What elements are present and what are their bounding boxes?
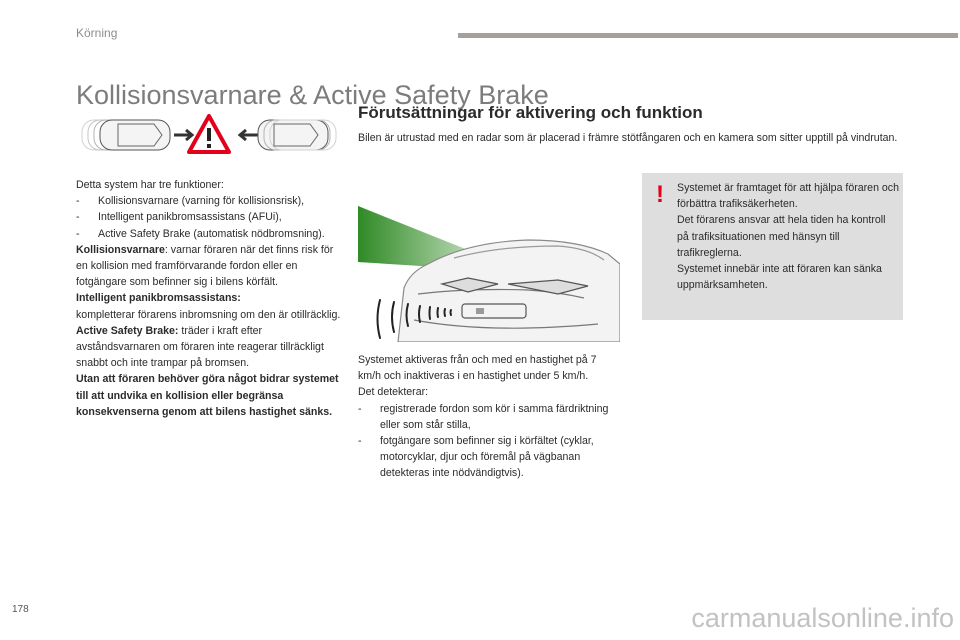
functions-text [76, 177, 344, 420]
functions-intro: Detta system har tre funktioner: [76, 179, 224, 191]
section-heading: Förutsättningar för aktivering och funktion [358, 103, 703, 122]
detects-item: - fotgängare som befinner sig i körfältet (cyklar, motorcyklar, djur och föremål på vägbanan detekteras inte nödvändigtvis). [358, 433, 620, 482]
asb-paragraph: Active Safety Brake: träder i kraft efter avståndsvarnaren om föraren inte reagerar tillräckligt snabbt och inte trampar på bromsen. [76, 324, 324, 370]
function-item: - Kollisionsvarnare (varning för kollisionsrisk), [76, 193, 344, 209]
warning-triangle [189, 116, 229, 152]
detects-label: Det detekterar: [358, 386, 429, 399]
watermark: carmanualsonline.info [691, 603, 954, 633]
exclamation-icon: ! [656, 181, 664, 208]
activation-text [358, 352, 620, 482]
bold-note: Utan att föraren behöver göra något bidrar systemet till att undvika en kollision eller begränsa konsekvenserna genom att bilens hastighet sänks. [76, 373, 339, 418]
right-arrow [240, 130, 258, 140]
ipa-text: kompletterar förarens inbromsning om den är otillräcklig. [76, 308, 341, 321]
asb-label: Active Safety Brake: [76, 324, 179, 337]
left-arrow [174, 130, 192, 140]
warning-box [642, 173, 903, 320]
radar-camera-illustration [358, 184, 620, 342]
list-dash: - [76, 195, 80, 208]
list-dash: - [76, 227, 80, 240]
list-dash: - [76, 211, 80, 224]
function-item: - Active Safety Brake (automatisk nödbromsning). [76, 226, 344, 242]
header-bar [458, 33, 958, 38]
activation-paragraph: Systemet aktiveras från och med en hastighet på 7 km/h och inaktiveras i en hastighet under 5 km/h. [358, 354, 597, 383]
page-number: 178 [12, 604, 29, 615]
function-item: - Intelligent panikbromsassistans (AFUi), [76, 209, 344, 225]
section-label: Körning [76, 26, 118, 40]
warning-text: Systemet är framtaget för att hjälpa föraren och förbättra trafiksäkerheten. Det förarens ansvar att hela tiden ha kontroll på trafiksituationen med hänsyn till trafikreglerna. Systemet innebär inte att föraren kan sänka uppmärksamheten. [677, 182, 899, 292]
kv-label: Kollisionsvarnare [76, 243, 165, 256]
list-dash: - [358, 435, 362, 448]
ipa-label: Intelligent panikbromsassistans: [76, 292, 241, 305]
right-car-drawing [258, 120, 336, 150]
detects-item: - registrerade fordon som kör i samma färdriktning eller som står stilla, [358, 401, 620, 433]
radar-intro: Bilen är utrustad med en radar som är placerad i främre stötfångaren och en kamera som sitter upptill på vindrutan. [358, 132, 898, 144]
page-title: Kollisionsvarnare & Active Safety Brake [76, 80, 549, 111]
list-dash: - [358, 402, 362, 415]
kollisionsvarnare-paragraph: Kollisionsvarnare: varnar föraren när det finns risk för en kollision med framförvarande fordon eller en fotgängare som befinner sig i bilens körfält. [76, 243, 334, 289]
left-car-drawing [82, 120, 170, 150]
cars-illustration [78, 112, 340, 158]
